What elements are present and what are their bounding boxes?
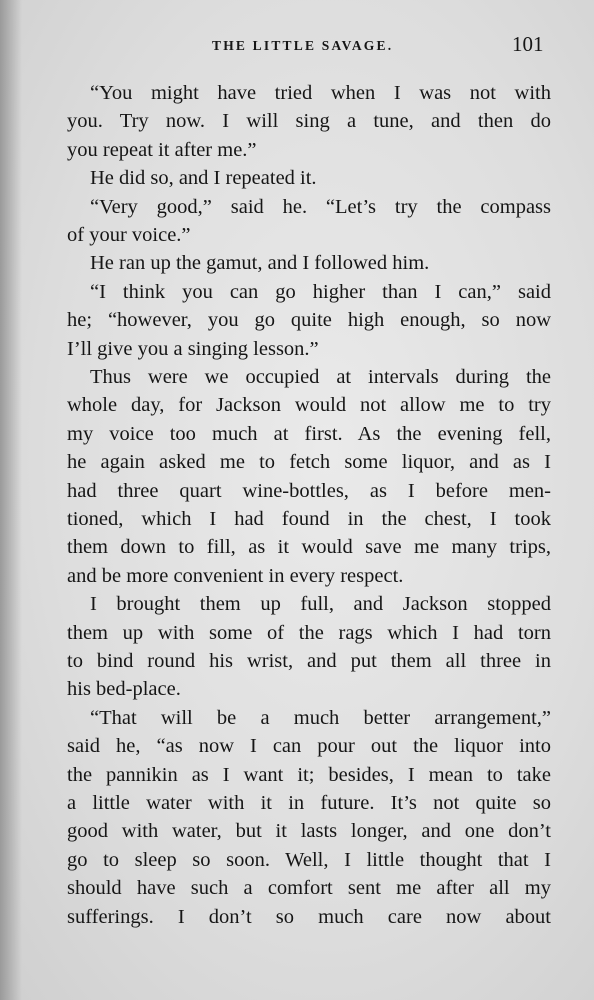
text-line: said he, “as now I can pour out the liquor into <box>67 735 551 758</box>
text-line: to bind round his wrist, and put them all three in <box>67 650 551 672</box>
text-line: the pannikin as I want it; besides, I mean to take <box>67 763 551 786</box>
text-line: them up with some of the rags which I had torn <box>67 621 551 644</box>
text-line: I brought them up full, and Jackson stopped <box>90 593 551 616</box>
text-line: “You might have tried when I was not with <box>90 82 551 104</box>
text-line: them down to fill, as it would save me many trips, <box>67 536 551 559</box>
text-line: sufferings. I don’t so much care now about <box>67 905 551 928</box>
text-line: Thus were we occupied at intervals during the <box>90 366 551 388</box>
text-line: had three quart wine-bottles, as I before men- <box>67 479 551 502</box>
page-number: 101 <box>512 32 544 56</box>
text-line: He did so, and I repeated it. <box>90 167 317 190</box>
text-line: my voice too much at first. As the evening fell, <box>67 422 551 445</box>
text-line: “Very good,” said he. “Let’s try the compass <box>90 195 551 218</box>
text-line: and be more convenient in every respect. <box>67 564 404 587</box>
text-line: tioned, which I had found in the chest, I took <box>67 508 551 530</box>
running-title: THE LITTLE SAVAGE. <box>212 38 394 53</box>
text-line: you repeat it after me.” <box>67 138 257 161</box>
text-line: you. Try now. I will sing a tune, and then do <box>67 110 551 133</box>
text-line: whole day, for Jackson would not allow me to try <box>67 394 551 417</box>
text-line: he; “however, you go quite high enough, so now <box>67 309 551 332</box>
text-line: good with water, but it lasts longer, and one don’t <box>67 820 551 843</box>
text-line: a little water with it in future. It’s not quite so <box>67 792 551 814</box>
text-line: “I think you can go higher than I can,” said <box>90 280 551 303</box>
text-line: I’ll give you a singing lesson.” <box>67 337 319 360</box>
spine-shadow <box>0 0 22 1000</box>
text-line: he again asked me to fetch some liquor, and as I <box>67 451 551 474</box>
text-line: go to sleep so soon. Well, I little thought that I <box>67 848 551 871</box>
text-line: “That will be a much better arrangement,” <box>90 706 551 729</box>
text-line: should have such a comfort sent me after all my <box>67 877 551 900</box>
text-line: his bed-place. <box>67 678 181 701</box>
text-line: of your voice.” <box>67 224 191 246</box>
text-line: He ran up the gamut, and I followed him. <box>90 252 430 275</box>
